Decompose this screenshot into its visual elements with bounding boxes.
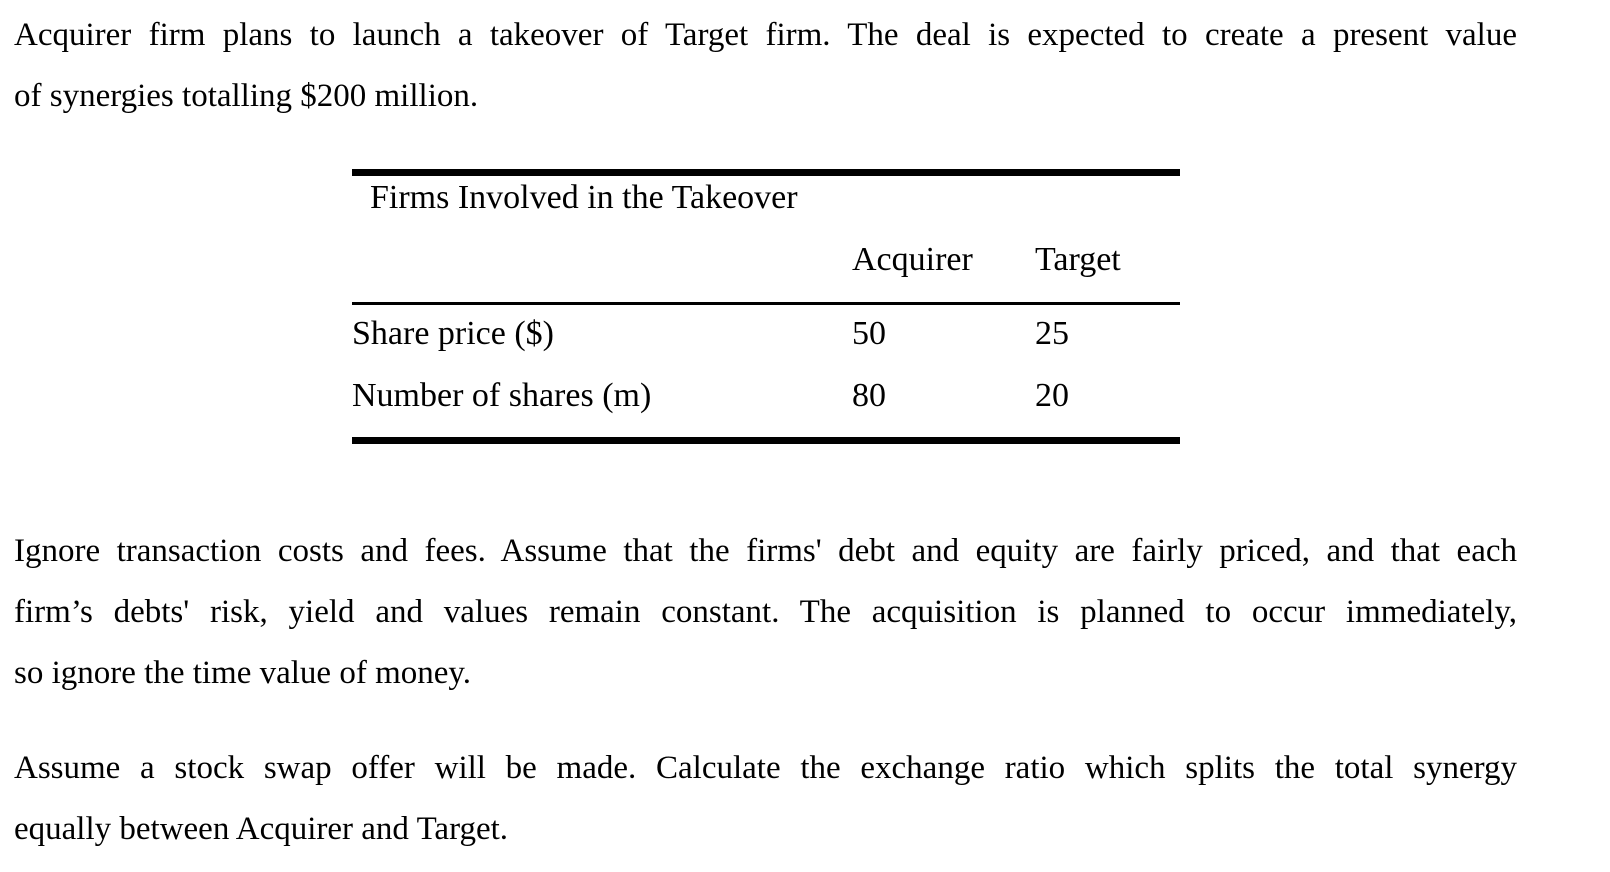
header-acquirer: Acquirer	[852, 238, 1035, 304]
share-price-acquirer-value: 50	[852, 315, 886, 352]
question-paragraph	[14, 738, 1517, 860]
header-target: Target	[1035, 238, 1180, 304]
text-line: equally between Acquirer and Target.	[14, 811, 509, 847]
table-header-row	[352, 238, 1180, 304]
header-empty-cell	[352, 238, 852, 304]
firms-takeover-table	[352, 169, 1180, 444]
text-line: Assume a stock swap offer will be made. Calculate the exchange ratio which splits the total synergy	[14, 750, 1517, 786]
text-line: Ignore transaction costs and fees. Assume that the firms' debt and equity are fairly priced, and that each	[14, 533, 1517, 569]
row-label-number-of-shares: Number of shares (m)	[352, 377, 652, 414]
table-row-number-of-shares	[352, 363, 1180, 441]
table-title: Firms Involved in the Takeover	[370, 179, 798, 216]
number-of-shares-target-value: 20	[1035, 377, 1069, 414]
intro-paragraph	[14, 5, 1517, 127]
text-line: of synergies totalling $200 million.	[14, 78, 479, 114]
table-title-row	[352, 173, 1180, 239]
number-of-shares-acquirer-value: 80	[852, 377, 886, 414]
assumptions-paragraph	[14, 521, 1517, 704]
text-line: so ignore the time value of money.	[14, 655, 471, 691]
share-price-target-value: 25	[1035, 315, 1069, 352]
document-body	[0, 5, 1610, 860]
row-label-share-price: Share price ($)	[352, 315, 555, 352]
text-line: firm’s debts' risk, yield and values remain constant. The acquisition is planned to occur immediately,	[14, 594, 1517, 630]
text-line: Acquirer firm plans to launch a takeover of Target firm. The deal is expected to create a present value	[14, 17, 1517, 53]
table-row-share-price	[352, 304, 1180, 364]
